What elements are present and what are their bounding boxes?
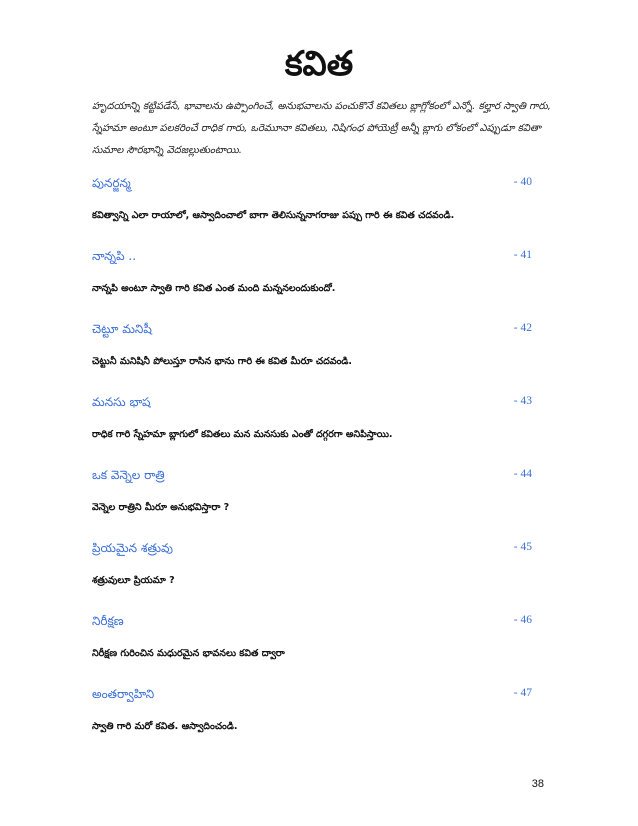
entry-page-number: - 43 — [513, 395, 532, 407]
entry-description: చెట్టునీ మనిషినీ పోలుస్తూ రాసిన భాను గారి ఈ కవిత మీరూ చదవండి. — [92, 356, 353, 367]
entry — [92, 322, 532, 367]
entry-page-number: - 44 — [513, 468, 532, 480]
entry-title-link[interactable]: నిరీక్షణ — [92, 614, 124, 628]
entry — [92, 176, 532, 221]
entry-page-number: - 47 — [513, 687, 532, 699]
entry-title-link[interactable]: చెట్టూ మనిషీ — [92, 322, 152, 336]
entry-description: రాధిక గారి స్నేహమా బ్లాగులో కవితలు మన మనసుకు ఎంతో దగ్గరగా అనిపిస్తాయి. — [92, 429, 393, 440]
entry-page-number: - 46 — [513, 614, 532, 626]
entry-title-link[interactable]: నాన్నపి .. — [92, 249, 137, 263]
entry-page-number: - 40 — [513, 176, 532, 188]
entry-title-link[interactable]: పునర్జన్మ — [92, 176, 131, 190]
entry — [92, 249, 532, 294]
entry-description: స్వాతి గారి మరో కవిత. ఆస్వాదించండి. — [92, 721, 238, 732]
entry-description: నిరీక్షణ గురించిన మధురమైన భావనలు కవిత ద్వారా — [92, 648, 285, 659]
entry-description: నాన్నపి అంటూ స్వాతి గారి కవిత ఎంత మంది మన్ననలందుకుందో. — [92, 283, 336, 294]
entry-page-number: - 45 — [513, 541, 532, 553]
entry-title-link[interactable]: మనసు భాష — [92, 395, 151, 409]
entry — [92, 468, 532, 513]
entry — [92, 541, 532, 586]
entry — [92, 614, 532, 659]
entry-description: వెన్నెల రాత్రిని మీరూ అనుభవిస్తారా ? — [92, 502, 230, 513]
entry-page-number: - 42 — [513, 322, 532, 334]
intro-paragraph: హృదయాన్ని కట్టిపడేసే, భావాలను ఉప్పొంగించే, అనుభవాలను పంచుకొనే కవితలు బ్లాగ్లోకంలో ఎన్నో. కల్హార స్వాతి గారు, స్నేహమా అంటూ పలకరించే రాధిక గారు, ఒరెమూనా కవితలు, నిషిగంధ పోయెట్రీ అన్నీ బ్లాగు లోకంలో ఎప్పుడూ కవితా సుమాల సౌరభాన్ని వెదజల్లుతుంటాయి. — [92, 101, 551, 156]
page-number: 38 — [531, 778, 544, 790]
entry-description: శత్రువులూ ప్రియమా ? — [92, 575, 175, 586]
entry-title-link[interactable]: ఒక వెన్నెల రాత్రి — [92, 468, 165, 482]
entry-title-link[interactable]: ప్రియమైన శత్రువు — [92, 541, 173, 555]
entry-title-link[interactable]: అంతర్వాహిని — [92, 687, 155, 701]
entry — [92, 395, 532, 440]
entry-description: కవిత్వాన్ని ఎలా రాయాలో, ఆస్వాదించాలో బాగా తెలిసున్ననాగరాజు పప్పు గారి ఈ కవిత చదవండి. — [92, 210, 455, 221]
entry-page-number: - 41 — [513, 249, 532, 261]
page-title: కవిత — [284, 44, 354, 84]
entry — [92, 687, 532, 732]
